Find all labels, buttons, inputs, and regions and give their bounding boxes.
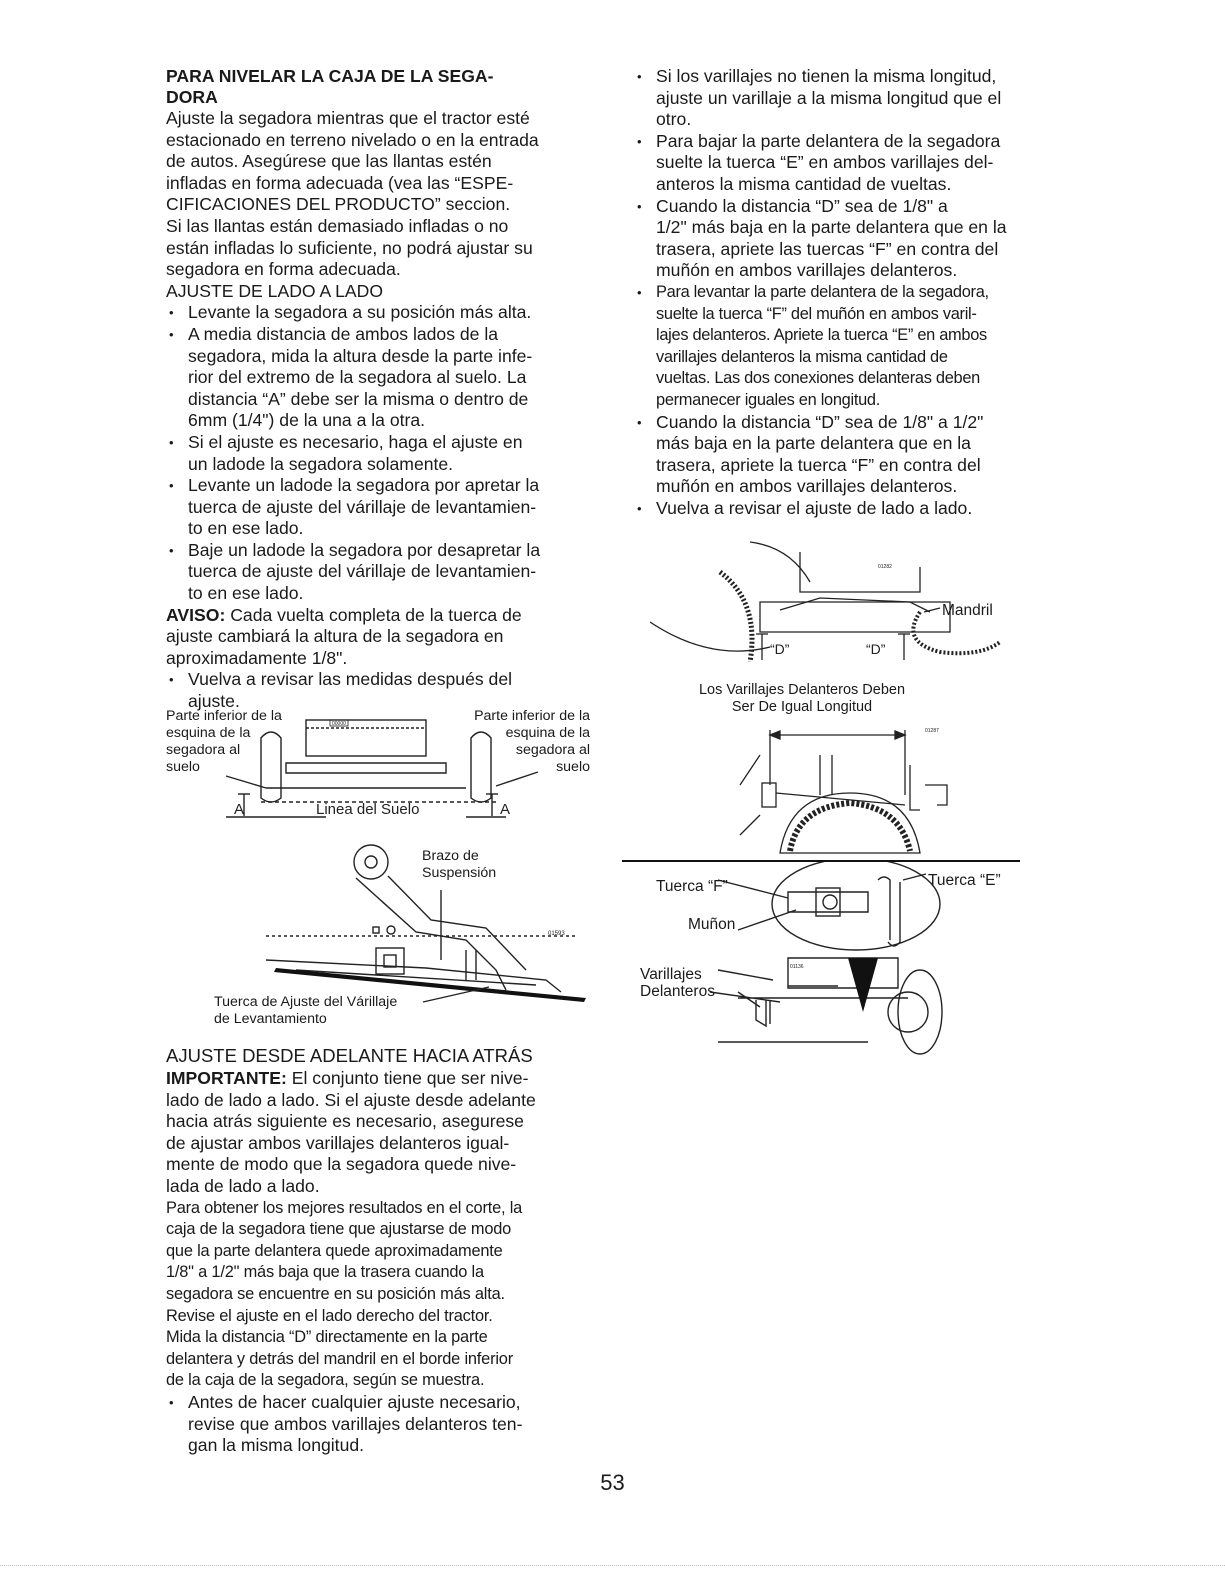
left-column [166,66,598,713]
fig1-ground-label: Linea del Suelo [316,801,420,818]
intro-line: segadora en forma adecuada. [166,259,401,280]
best-cut-line: Para obtener los mejores resultados en el corte, la [166,1198,523,1217]
footer-dotted-line [0,1565,1225,1566]
list-item: • Para bajar la parte delantera de la segadora suelte la tuerca “E” en ambos varillajes del- anteros la misma cantidad de vueltas. [634,131,1052,196]
list-item: • A media distancia de ambos lados de la segadora, mida la altura desde la parte infe- rior del extremo de la segadora al suelo. La distancia “A” debe ser la misma o dentro de 6mm (1/4") de la una a la otra. [166,324,598,432]
page-number: 53 [600,1470,625,1495]
fig5-code: 01136 [790,964,804,970]
mower-front-diagram [166,708,596,820]
aviso-label: AVISO: [166,604,226,625]
aviso-text: Cada vuelta completa de la tuerca de ajuste cambiará la altura de la segadora en aproximadamente 1/8". [166,604,522,668]
best-cut-line: 1/8" a 1/2" más baja que la trasera cuando la [166,1263,484,1282]
fig4-caption: Los Varillajes Delanteros Deben Ser De Igual Longitud [698,682,906,715]
figure-suspension-arm [166,840,586,1040]
fig3-mandril-label: Mandril [942,602,993,619]
list-item: • Vuelva a revisar las medidas después del ajuste. [166,669,598,712]
fig2-code: 01593 [548,931,565,937]
list-item: • Levante la segadora a su posición más alta. [166,302,598,324]
right-column [634,66,1052,519]
best-cut-line: segadora se encuentre en su posición más alta. [166,1284,505,1303]
fig1-right-label: Parte inferior de la esquina de la segadora al suelo [474,708,590,775]
figure-nut-detail [638,862,1023,1062]
intro-line: Ajuste la segadora mientras que el tractor esté [166,108,530,128]
best-cut-line: que la parte delantera quede aproximadamente [166,1241,503,1260]
side-to-side-heading: AJUSTE DE LADO A LADO [166,280,384,301]
intro-paragraph [166,108,598,281]
intro-line: estacionado en terreno nivelado o en la entrada [166,129,539,150]
mandril-diagram [650,532,1020,662]
importante-paragraph [166,1068,598,1198]
importante-text: El conjunto tiene que ser nive- lado de lado a lado. Si el ajuste desde adelante hacia atrás siguiente es necesario, asegurese de ajustar ambos varillajes delanteros igual- mente de modo que la segadora quede nive- lada de lado a lado. [166,1068,536,1196]
best-cut-line: Mida la distancia “D” directamente en la parte [166,1328,488,1347]
importante-label: IMPORTANTE: [166,1068,287,1088]
figure-side-to-side [166,708,596,820]
list-item: • Vuelva a revisar el ajuste de lado a lado. [634,498,1052,520]
intro-line: Si las llantas están demasiado infladas o no [166,215,509,236]
final-list [166,1392,598,1457]
section-heading-leveling: PARA NIVELAR LA CAJA DE LA SEGA- DORA [166,66,494,107]
fig2-arm-label: Brazo de Suspensión [422,848,497,881]
intro-line: de autos. Asegúrese que las llantas estén [166,151,492,172]
best-cut-line: caja de la segadora tiene que ajustarse de modo [166,1220,512,1239]
side-to-side-list [166,302,598,604]
intro-line: infladas en forma adecuada (vea las “ESPE- [166,172,514,193]
fig3-d-right: “D” [866,641,886,657]
figure-mandril [650,532,1020,662]
fig1-dim-left: A [234,801,245,818]
list-item: • Si los varillajes no tienen la misma longitud, ajuste un varillaje a la misma longitud que el otro. [634,66,1052,131]
fig3-d-left: “D” [770,641,790,657]
best-cut-line: de la caja de la segadora, según se muestra. [166,1371,485,1390]
best-cut-paragraph [166,1198,598,1392]
fig1-dim-right: A [500,801,511,818]
intro-line: CIFICACIONES DEL PRODUCTO” seccion. [166,194,511,215]
front-to-back-heading: AJUSTE DESDE ADELANTE HACIA ATRÁS [166,1045,533,1066]
aviso-paragraph [166,605,598,670]
fig5-munon: Muñon [688,916,736,933]
list-item: • Baje un ladode la segadora por desapretar la tuerca de ajuste del várillaje de levantamien- to en ese lado. [166,540,598,605]
fig2-nut-label: Tuerca de Ajuste del Várillaje de Levantamiento [214,994,398,1027]
left-column-lower [166,1044,598,1457]
fig5-tuerca-e: Tuerca “E” [928,872,1001,889]
intro-line: están infladas lo suficiente, no podrá ajustar su [166,237,533,258]
list-item: • Cuando la distancia “D” sea de 1/8" a 1/2" más baja en la parte delantera que en la trasera, apriete la tuerca “F” en contra del muñón en ambos varillajes delanteros. [634,412,1052,498]
aviso-list [166,669,598,712]
figure-linkage-length [720,725,970,855]
list-item: • Levante un ladode la segadora por apretar la tuerca de ajuste del várillaje de levantamien- to en ese lado. [166,475,598,540]
fig3-code: 01282 [878,564,892,570]
best-cut-line: Revise el ajuste en el lado derecho del tractor. [166,1306,493,1325]
fig1-left-label: Parte inferior de la esquina de la segadora al suelo [166,708,282,775]
list-item: • Si el ajuste es necesario, haga el ajuste en un ladode la segadora solamente. [166,432,598,475]
front-adjust-list [634,66,1052,519]
fig5-varillajes: Varillajes Delanteros [640,966,715,1000]
linkage-length-diagram [720,725,970,855]
list-item: • Antes de hacer cualquier ajuste necesario, revise que ambos varillajes delanteros ten- gan la misma longitud. [166,1392,598,1457]
fig4-code: 01287 [925,728,939,734]
list-item: • Para levantar la parte delantera de la segadora, suelte la tuerca “F” del muñón en ambos varil- lajes delanteros. Apriete la tuerca “E” en ambos varillajes delanteros la misma cantidad de vueltas. Las dos conexiones delanteras deben permanecer iguales en longitud. [634,282,1052,412]
fig1-code: 00000 [332,721,346,727]
list-item: • Cuando la distancia “D” sea de 1/8" a 1/2" más baja en la parte delantera que en la trasera, apriete las tuercas “F” en contra del muñón en ambos varillajes delanteros. [634,196,1052,282]
fig5-tuerca-f: Tuerca “F” [656,878,728,895]
best-cut-line: delantera y detrás del mandril en el borde inferior [166,1349,513,1368]
